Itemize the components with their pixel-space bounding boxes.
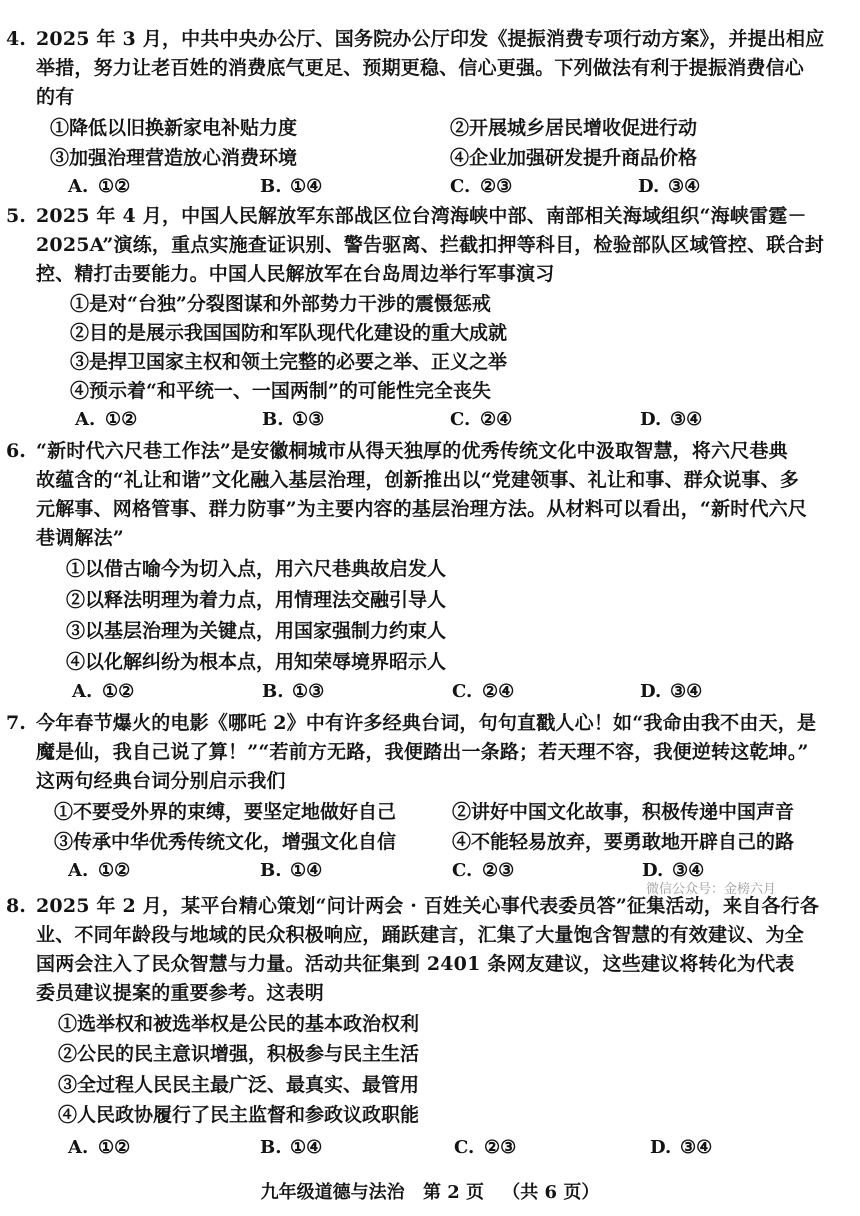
statement: ④预示着“和平统一、一国两制”的可能性完全丧失: [70, 380, 491, 402]
option-b[interactable]: B. ①④: [260, 1137, 323, 1158]
statement: ③全过程人民民主最广泛、最真实、最管用: [58, 1074, 420, 1096]
question-number: 6.: [6, 440, 26, 462]
statement: ①以借古喻今为切入点，用六尺巷典故启发人: [66, 558, 447, 580]
question-stem-line: 举措，努力让老百姓的消费底气更足、预期更稳、信心更强。下列做法有利于提振消费信心: [36, 57, 805, 79]
option-c[interactable]: C. ②③: [450, 176, 513, 197]
option-a[interactable]: A. ①②: [68, 1137, 131, 1158]
question-stem-line: 2025 年 2 月，某平台精心策划“问计两会 · 百姓关心事代表委员答”征集活动，来自各行各: [36, 895, 820, 917]
question-stem-line: 国两会注入了民众智慧与力量。活动共征集到 2401 条网友建议，这些建议将转化为代表: [36, 953, 795, 975]
statement: ③以基层治理为关键点，用国家强制力约束人: [66, 620, 447, 642]
option-b[interactable]: B. ①③: [262, 409, 325, 430]
statement: ③加强治理营造放心消费环境: [50, 147, 298, 169]
footer-page-number: 第 2 页: [422, 1182, 484, 1203]
option-a[interactable]: A. ①②: [68, 860, 131, 881]
question-stem-line: 魔是仙，我自己说了算！”“若前方无路，我便踏出一条路；若天理不容，我便逆转这乾坤。”: [36, 741, 809, 763]
statement: ④不能轻易放弃，要勇敢地开辟自己的路: [452, 831, 795, 853]
question-number: 4.: [6, 28, 26, 50]
statement: ②公民的民主意识增强，积极参与民主生活: [58, 1043, 420, 1065]
watermark: 微信公众号：金榜六月: [646, 882, 777, 897]
option-b[interactable]: B. ①④: [260, 860, 323, 881]
statement: ①选举权和被选举权是公民的基本政治权利: [58, 1013, 420, 1035]
question-stem-line: 故蕴含的“礼让和谐”文化融入基层治理，创新推出以“党建领事、礼让和事、群众说事、多: [36, 469, 799, 491]
option-d[interactable]: D. ③④: [640, 409, 703, 430]
question-stem-line: 2025 年 4 月，中国人民解放军东部战区位台湾海峡中部、南部相关海域组织“海峡雷霆－: [36, 205, 807, 227]
question-stem-line: 今年春节爆火的电影《哪吒 2》中有许多经典台词，句句直戳人心！如“我命由我不由天，是: [36, 712, 817, 734]
option-c[interactable]: C. ②③: [454, 1137, 517, 1158]
option-d[interactable]: D. ③④: [640, 681, 703, 702]
option-d[interactable]: D. ③④: [638, 176, 701, 197]
option-d[interactable]: D. ③④: [650, 1137, 713, 1158]
question-stem-line: 巷调解法”: [36, 527, 124, 549]
footer-total-pages: （共 6 页）: [502, 1182, 600, 1203]
statement: ④人民政协履行了民主监督和参政议政职能: [58, 1104, 420, 1126]
question-stem-line: 2025 年 3 月，中共中央办公厅、国务院办公厅印发《提振消费专项行动方案》，并提出相应: [36, 28, 825, 50]
page-footer: [0, 1178, 860, 1204]
question-number: 5.: [6, 205, 26, 227]
statement: ②以释法明理为着力点，用情理法交融引导人: [66, 589, 447, 611]
statement: ①是对“台独”分裂图谋和外部势力干涉的震慑惩戒: [70, 293, 491, 315]
option-a[interactable]: A. ①②: [68, 176, 131, 197]
question-stem-line: “新时代六尺巷工作法”是安徽桐城市从得天独厚的优秀传统文化中汲取智慧，将六尺巷典: [36, 440, 788, 462]
statement: ②开展城乡居民增收促进行动: [450, 117, 698, 139]
question-stem-line: 这两句经典台词分别启示我们: [36, 770, 286, 792]
question-number: 7.: [6, 712, 26, 734]
question-stem-line: 控、精打击要能力。中国人民解放军在台岛周边举行军事演习: [36, 263, 555, 285]
statement: ①不要受外界的束缚，要坚定地做好自己: [54, 801, 397, 823]
statement: ③是捍卫国家主权和领土完整的必要之举、正义之举: [70, 351, 508, 373]
statement: ③传承中华优秀传统文化，增强文化自信: [54, 831, 397, 853]
option-c[interactable]: C. ②④: [452, 681, 515, 702]
question-stem-line: 元解事、网格管事、群力防事”为主要内容的基层治理方法。从材料可以看出，“新时代六尺: [36, 498, 808, 520]
question-stem-line: 业、不同年龄段与地域的民众积极响应，踊跃建言，汇集了大量饱含智慧的有效建议、为全: [36, 924, 805, 946]
option-b[interactable]: B. ①④: [260, 176, 323, 197]
statement: ②讲好中国文化故事，积极传递中国声音: [452, 801, 795, 823]
option-a[interactable]: A. ①②: [72, 681, 135, 702]
statement: ②目的是展示我国国防和军队现代化建设的重大成就: [70, 322, 508, 344]
statement: ④企业加强研发提升商品价格: [450, 147, 698, 169]
statement: ①降低以旧换新家电补贴力度: [50, 117, 298, 139]
question-number: 8.: [6, 895, 26, 917]
option-c[interactable]: C. ②③: [452, 860, 515, 881]
option-c[interactable]: C. ②④: [450, 409, 513, 430]
question-stem-line: 的有: [36, 86, 75, 108]
question-stem-line: 委员建议提案的重要参考。这表明: [36, 982, 325, 1004]
option-a[interactable]: A. ①②: [75, 409, 138, 430]
footer-subject: 九年级道德与法治: [260, 1182, 405, 1203]
option-d[interactable]: D. ③④: [642, 860, 705, 881]
question-stem-line: 2025A”演练，重点实施查证识别、警告驱离、拦截扣押等科目，检验部队区域管控、联合封: [36, 234, 824, 256]
option-b[interactable]: B. ①③: [262, 681, 325, 702]
statement: ④以化解纠纷为根本点，用知荣辱境界昭示人: [66, 651, 447, 673]
